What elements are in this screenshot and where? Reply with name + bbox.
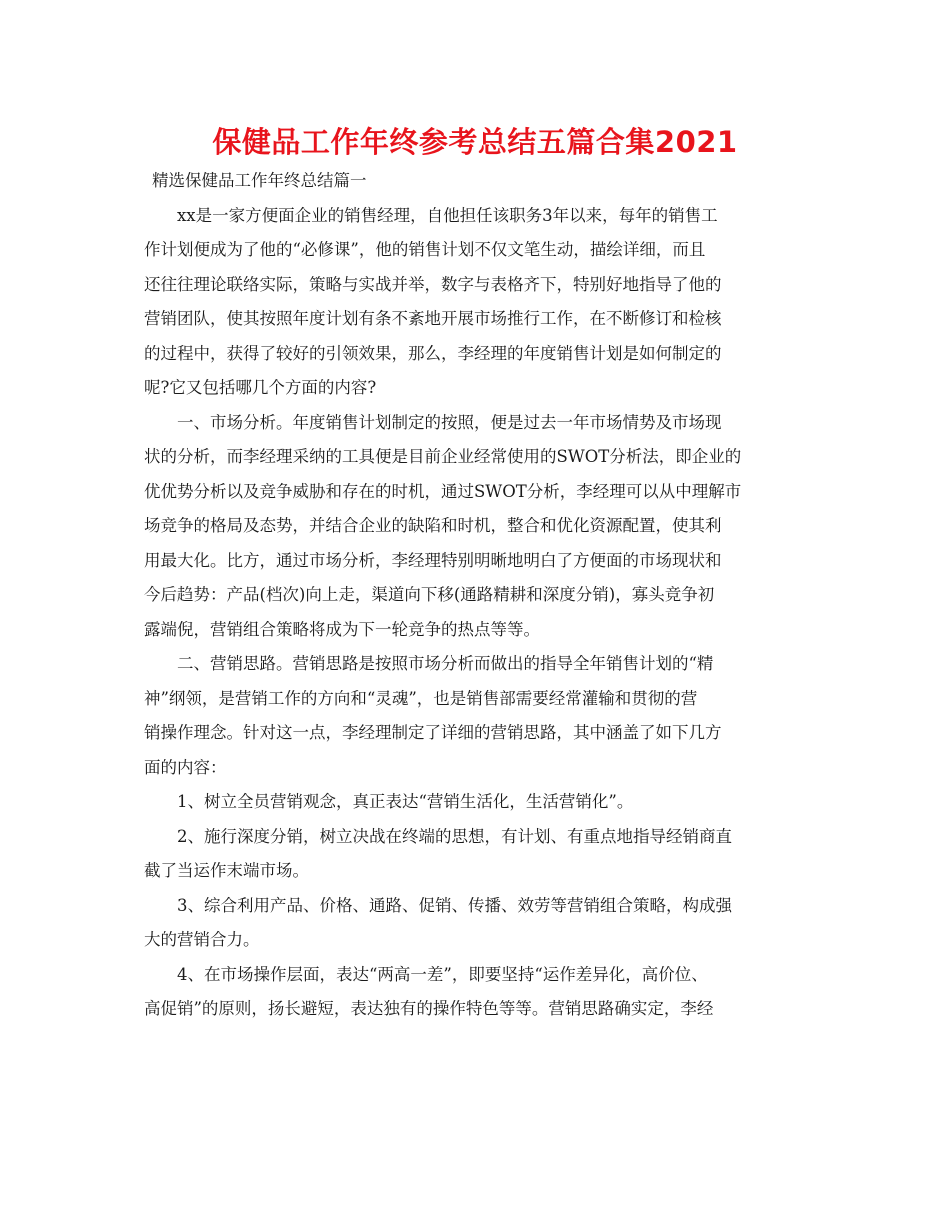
paragraph-line: 4、在市场操作层面，表达“两高一差”，即要坚持“运作差异化，高价位、 <box>177 964 708 984</box>
body-paragraph <box>144 958 806 1027</box>
paragraph-line: 1、树立全员营销观念，真正表达“营销生活化，生活营销化”。 <box>177 792 634 811</box>
body-paragraph <box>144 406 806 648</box>
paragraph-line: 截了当运作末端市场。 <box>144 861 309 880</box>
paragraph-line: xx是一家方便面企业的销售经理，自他担任该职务3年以来，每年的销售工 <box>177 205 718 225</box>
section-heading: 精选保健品工作年终总结篇一 <box>152 171 367 190</box>
paragraph-line: 3、综合利用产品、价格、通路、促销、传播、效劳等营销组合策略，构成强 <box>177 895 732 915</box>
paragraph-line: 销操作理念。针对这一点，李经理制定了详细的营销思路，其中涵盖了如下几方 <box>144 723 722 742</box>
document-title: 保健品工作年终参考总结五篇合集2021 <box>212 125 738 159</box>
body-paragraph <box>144 785 806 820</box>
paragraph-line: 二、营销思路。营销思路是按照市场分析而做出的指导全年销售计划的“精 <box>177 654 714 673</box>
body-paragraph <box>144 889 806 958</box>
paragraph-line: 面的内容： <box>144 757 227 777</box>
document-body <box>144 199 806 1027</box>
paragraph-line: 高促销”的原则，扬长避短，表达独有的操作特色等等。营销思路确实定，李经 <box>144 999 714 1018</box>
body-paragraph <box>144 820 806 889</box>
paragraph-line: 今后趋势：产品(档次)向上走，渠道向下移(通路精耕和深度分销)，寡头竞争初 <box>144 585 715 604</box>
paragraph-line: 露端倪，营销组合策略将成为下一轮竞争的热点等等。 <box>144 619 540 639</box>
paragraph-line: 大的营销合力。 <box>144 930 260 949</box>
paragraph-line: 作计划便成为了他的“必修课”，他的销售计划不仅文笔生动，描绘详细，而且 <box>144 240 706 259</box>
paragraph-line: 用最大化。比方，通过市场分析，李经理特别明晰地明白了方便面的市场现状和 <box>144 550 722 570</box>
paragraph-line: 优优势分析以及竞争威胁和存在的时机，通过SWOT分析，李经理可以从中理解市 <box>144 481 742 501</box>
paragraph-line: 的过程中，获得了较好的引领效果，那么，李经理的年度销售计划是如何制定的 <box>144 343 722 363</box>
paragraph-line: 一、市场分析。年度销售计划制定的按照，便是过去一年市场情势及市场现 <box>177 412 722 432</box>
body-paragraph <box>144 199 806 406</box>
paragraph-line: 状的分析，而李经理采纳的工具便是目前企业经常使用的SWOT分析法，即企业的 <box>144 447 742 466</box>
paragraph-line: 场竞争的格局及态势，并结合企业的缺陷和时机，整合和优化资源配置，使其利 <box>144 516 722 535</box>
paragraph-line: 呢?它又包括哪几个方面的内容? <box>144 378 377 397</box>
document-page <box>144 120 806 1027</box>
paragraph-line: 2、施行深度分销，树立决战在终端的思想，有计划、有重点地指导经销商直 <box>177 826 732 846</box>
paragraph-line: 还往往理论联络实际，策略与实战并举，数字与表格齐下，特别好地指导了他的 <box>144 274 722 294</box>
paragraph-line: 神”纲领，是营销工作的方向和“灵魂”，也是销售部需要经常灌输和贯彻的营 <box>144 688 698 708</box>
paragraph-line: 营销团队，使其按照年度计划有条不紊地开展市场推行工作，在不断修订和检核 <box>144 309 722 328</box>
body-paragraph <box>144 647 806 785</box>
